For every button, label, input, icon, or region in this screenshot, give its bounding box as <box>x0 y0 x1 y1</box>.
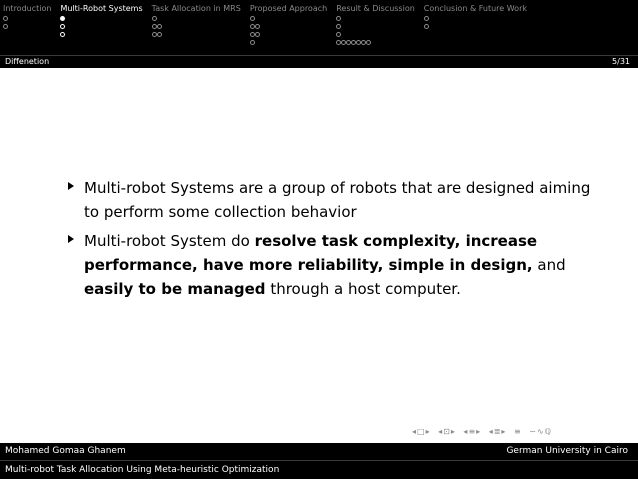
section-navigation-bar <box>0 0 638 55</box>
footer-title-bar <box>0 460 638 479</box>
slide-dot[interactable] <box>152 16 157 21</box>
slide-dots <box>424 15 527 29</box>
slide-dot[interactable] <box>424 16 429 21</box>
nav-section-proposed-approach[interactable] <box>250 3 327 45</box>
bullet-item <box>60 229 600 301</box>
nav-section-title: Proposed Approach <box>249 4 328 13</box>
document-nav-icon[interactable]: ◂≣▸ <box>488 427 507 436</box>
slide-dots <box>3 15 51 29</box>
subsection-nav-icon[interactable]: ◂⊡▸ <box>438 427 456 436</box>
bullet-bold-text: resolve task complexity, increase performance, have more reliability, simple in design, <box>84 232 538 274</box>
slide-dot[interactable] <box>336 32 341 37</box>
slide-dots <box>336 15 415 45</box>
slide-dot[interactable] <box>366 40 371 45</box>
slide-dot[interactable] <box>157 32 162 37</box>
current-slide-dot[interactable] <box>60 16 65 21</box>
frame-prev-icon[interactable]: ◂□▸ <box>412 427 431 436</box>
footer-presentation-title: Multi-robot Task Allocation Using Meta-heuristic Optimization <box>5 465 280 475</box>
beamer-navigation-symbols <box>412 427 556 436</box>
bullet-text-part: and <box>532 256 566 274</box>
subsection-bar <box>0 55 638 68</box>
slide-dots <box>152 15 241 37</box>
nav-section-title: Task Allocation in MRS <box>151 4 241 13</box>
search-zoom-icon[interactable]: ∽∿ℚ <box>529 427 552 436</box>
slide-dot[interactable] <box>424 24 429 29</box>
slide-dot[interactable] <box>336 24 341 29</box>
slide-dot[interactable] <box>152 32 157 37</box>
slide-dots <box>250 15 327 45</box>
footer-author-bar <box>0 443 638 460</box>
slide-dot[interactable] <box>255 24 260 29</box>
bullet-text: Multi-robot Systems are a group of robots that are designed aiming to perform some collection behavior <box>84 179 591 221</box>
nav-section-title: Introduction <box>3 4 52 13</box>
footer-institution: German University in Cairo <box>506 446 628 456</box>
subsection-title: Diffenetion <box>5 57 50 66</box>
slide-dot[interactable] <box>255 32 260 37</box>
nav-section-task-allocation[interactable] <box>152 3 241 45</box>
slide-dot[interactable] <box>60 32 65 37</box>
triangle-bullet-icon <box>60 176 84 224</box>
bullet-text-part: through a host computer. <box>265 280 461 298</box>
slide-dots <box>60 15 142 37</box>
bullet-item <box>60 176 600 224</box>
appendix-icon[interactable]: ≡ <box>513 427 522 436</box>
nav-section-conclusion[interactable] <box>424 3 527 45</box>
bullet-bold-text: easily to be managed <box>84 280 266 298</box>
slide-dot[interactable] <box>3 24 8 29</box>
triangle-bullet-icon <box>60 229 84 301</box>
slide-counter: 5/31 <box>612 57 630 66</box>
slide-dot[interactable] <box>60 24 65 29</box>
bullet-text-part: Multi-robot System do <box>84 232 255 250</box>
bullet-text <box>84 229 600 301</box>
footer-author: Mohamed Gomaa Ghanem <box>5 446 126 456</box>
nav-section-title: Conclusion & Future Work <box>423 4 527 13</box>
slide-dot[interactable] <box>250 16 255 21</box>
nav-section-multi-robot-systems[interactable] <box>60 3 142 45</box>
nav-section-result-discussion[interactable] <box>336 3 415 45</box>
slide-dot[interactable] <box>152 24 157 29</box>
nav-section-introduction[interactable] <box>3 3 51 45</box>
slide-dot[interactable] <box>157 24 162 29</box>
slide-dot[interactable] <box>250 40 255 45</box>
slide-dot[interactable] <box>3 16 8 21</box>
nav-section-title: Result & Discussion <box>336 4 415 13</box>
nav-section-title: Multi-Robot Systems <box>60 4 143 13</box>
section-nav-icon[interactable]: ◂≡▸ <box>463 427 482 436</box>
slide-dot[interactable] <box>336 16 341 21</box>
slide-content <box>60 176 600 306</box>
